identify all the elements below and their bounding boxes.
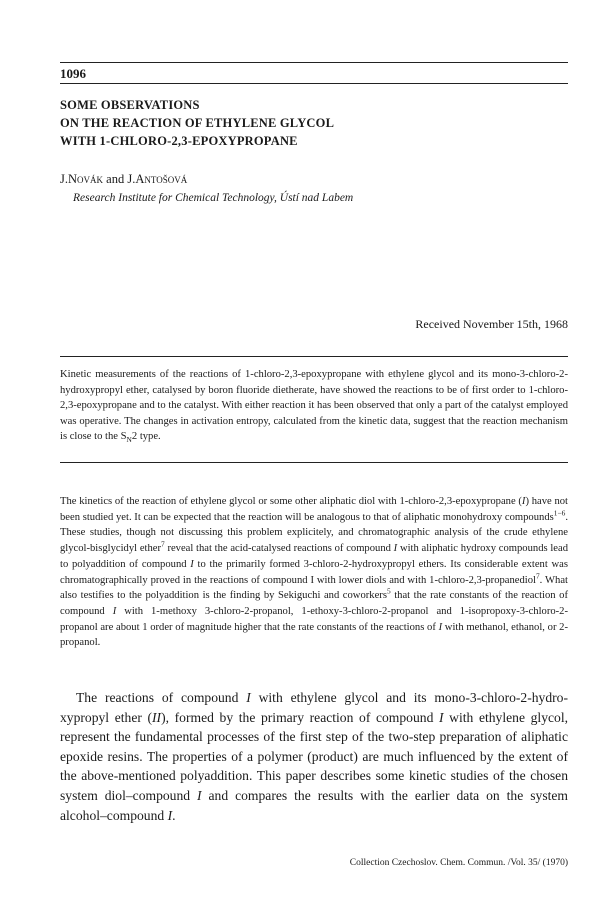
author-1-name: Novák (68, 172, 104, 186)
p1-italic: I (112, 605, 117, 617)
abstract-text-a: Kinetic measurements of the reactions of 1-chloro-2,3-epoxypropane with ethylene glycol and its mono-3-chloro-2-hydroxypropyl ether, catalysed by boron fluoride dietherate, have showed the reactions to be of first order to 1-chloro-2,3-epoxypropane and to the catalyst. With either reaction it has been observed that only a part of the catalyst employed was operative. The changes in activation entropy, calculated from the kinetic data, suggest that the reaction mechanism is close to the S (60, 369, 568, 443)
author-2-initial: J. (127, 172, 136, 186)
p1-citation: 7 (535, 570, 540, 580)
p2-text: The reactions of compound (76, 690, 247, 705)
p1-text: . These studies, though not discussing this problem explicitely, and chromatographic analysis of the crude ethylene glycol-bisglycidyl ether (60, 511, 568, 555)
p2-italic: I (167, 807, 173, 823)
title-line-2: ON THE REACTION OF ETHYLENE GLYCOL (60, 116, 335, 130)
abstract-rule-bottom (60, 462, 568, 463)
abstract-subscript: N (126, 435, 132, 445)
p1-text: to the primarily formed 3-chloro-2-hydroxypropyl ethers. Its considerable extent was chromatographically proved in the reactions of compound I with lower diols and with 1-chloro-2,3-propanediol (60, 558, 568, 586)
p2-italic: I (246, 690, 251, 705)
title-line-1: SOME OBSERVATIONS (60, 98, 200, 112)
p1-text: with 1-methoxy 3-chloro-2-propanol, 1-ethoxy-3-chloro-2-propanol and 1-isopropoxy-3-chloro-2-propanol are about 1 order of magnitude higher that the rate constants of the reactions of (60, 605, 568, 633)
received-date: Received November 15th, 1968 (415, 317, 568, 331)
p1-italic: I (393, 543, 398, 555)
p1-text: with aliphatic hydroxy compounds lead to polyaddition of compound (60, 543, 568, 570)
author-2-name: Antošová (135, 172, 188, 186)
p2-text: . (172, 807, 176, 823)
abstract (60, 367, 568, 445)
title-line-3: WITH 1-CHLORO-2,3-EPOXYPROPANE (60, 134, 298, 148)
intro-paragraph (60, 494, 568, 651)
p1-italic: I (521, 496, 526, 507)
abstract-rule-top (60, 356, 568, 357)
author-1-initial: J. (60, 172, 68, 186)
p1-italic: I (438, 621, 443, 633)
p1-text: The kinetics of the reaction of ethylene glycol or some other aliphatic diol with 1-chloro-2,3-epoxypropane ( (60, 496, 522, 507)
journal-footer: Collection Czechoslov. Chem. Commun. /Vol. 35/ (1970) (349, 858, 568, 868)
header-rule-bottom (60, 83, 568, 84)
main-paragraph (60, 688, 568, 825)
p2-text: ), formed by the primary reaction of compound (161, 709, 439, 725)
p2-text: and compares the results with the earlier data on the system alcohol–compound (60, 787, 568, 823)
p2-text: with ethylene glycol, represent the fundamental processes of the first step of the two-step preparation of aliphatic epoxide resins. The properties of a polymer (product) are much influenced by the extent of the above-mentioned polyaddition. This paper describes some kinetic studies of the chosen system diol–compound (60, 709, 568, 803)
abstract-text-b: 2 type. (131, 431, 161, 443)
p1-italic: I (190, 558, 194, 570)
p1-citation: 5 (386, 586, 391, 596)
p2-italic: I (439, 709, 444, 725)
p1-citation: 7 (161, 539, 165, 549)
page-number: 1096 (60, 66, 86, 81)
affiliation: Research Institute for Chemical Technology, Ústí nad Labem (73, 192, 354, 204)
p2-italic: II (152, 709, 162, 725)
p1-text: with methanol, ethanol, or 2-propanol. (60, 621, 569, 649)
header-rule-top (60, 62, 568, 63)
p1-text: reveal that the acid-catalysed reactions of compound (164, 543, 394, 555)
authors (60, 172, 187, 187)
p2-text: with ethylene glycol and its mono-3-chloro-2-hydro-xypropyl ether ( (60, 690, 568, 725)
p1-citation: 1−6 (553, 508, 566, 518)
article-title (60, 96, 334, 150)
p1-text: ) have not been studied yet. It can be expected that the reaction will be analogous to that of aliphatic monohydroxy compounds (60, 496, 568, 523)
p1-text: . What also testifies to the polyaddition is the finding by Sekiguchi and coworkers (60, 574, 568, 602)
p1-text: that the rate constants of the reaction of compound (60, 590, 568, 617)
p2-italic: I (197, 787, 202, 803)
authors-and: and (103, 172, 128, 186)
